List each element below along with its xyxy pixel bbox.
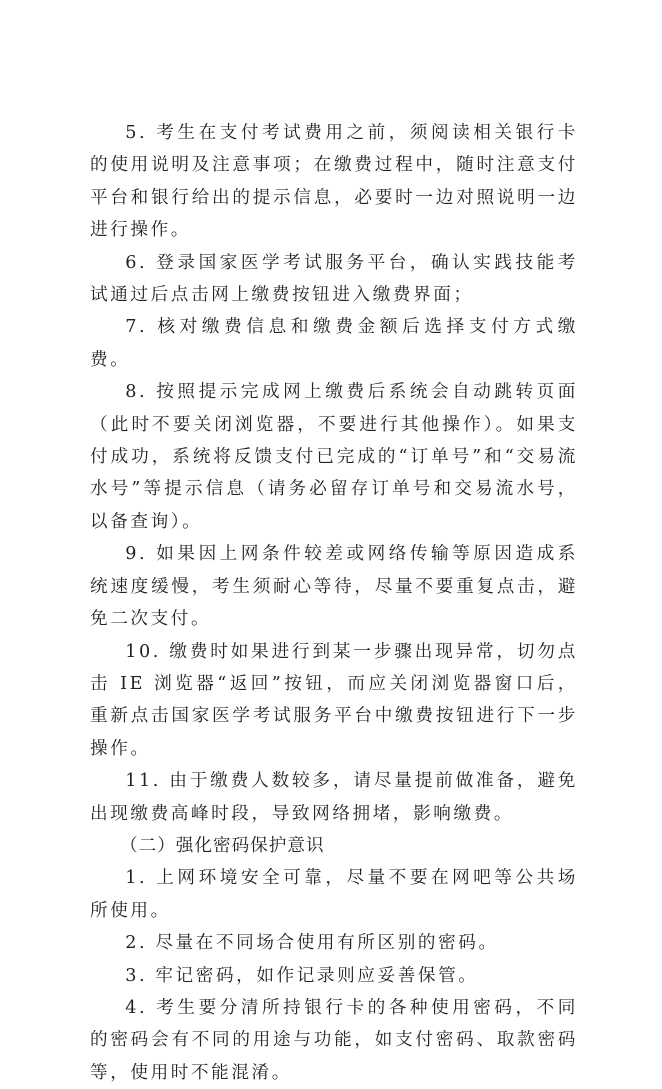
section-heading: （二）强化密码保护意识 xyxy=(120,835,325,856)
paragraph-item-8: 8. 按照提示完成网上缴费后系统会自动跳转页面（此时不要关闭浏览器，不要进行其他操作）。如果支付成功，系统将反馈支付已完成的“订单号”和“交易流水号”等提示信息（请务必留存订单号和交易流水号，以备查询）。 xyxy=(90,382,578,532)
paragraph-item-9: 9. 如果因上网条件较差或网络传输等原因造成系统速度缓慢，考生须耐心等待，尽量不要重复点击，避免二次支付。 xyxy=(90,544,578,630)
paragraph-item-6: 6. 登录国家医学考试服务平台，确认实践技能考试通过后点击网上缴费按钮进入缴费界面； xyxy=(90,252,578,306)
paragraph-item-11: 11. 由于缴费人数较多，请尽量提前做准备，避免出现缴费高峰时段，导致网络拥堵，影响缴费。 xyxy=(90,771,578,824)
paragraph-item-10: 10. 缴费时如果进行到某一步骤出现异常，切勿点击 IE 浏览器“返回”按钮，而应关闭浏览器窗口后，重新点击国家医学考试服务平台中缴费按钮进行下一步操作。 xyxy=(90,641,578,759)
section-item-1: 1. 上网环境安全可靠，尽量不要在网吧等公共场所使用。 xyxy=(90,868,578,921)
section-item-3: 3. 牢记密码，如作记录则应妥善保管。 xyxy=(125,965,479,986)
paragraph-item-7: 7. 核对缴费信息和缴费金额后选择支付方式缴费。 xyxy=(90,317,578,370)
section-item-2: 2. 尽量在不同场合使用有所区别的密码。 xyxy=(125,933,499,954)
section-item-4: 4. 考生要分清所持银行卡的各种使用密码，不同的密码会有不同的用途与功能，如支付密码、取款密码等，使用时不能混淆。 xyxy=(90,997,578,1083)
paragraph-item-5: 5. 考生在支付考试费用之前，须阅读相关银行卡的使用说明及注意事项；在缴费过程中，随时注意支付平台和银行给出的提示信息，必要时一边对照说明一边进行操作。 xyxy=(90,123,578,241)
document-page xyxy=(90,117,578,1089)
